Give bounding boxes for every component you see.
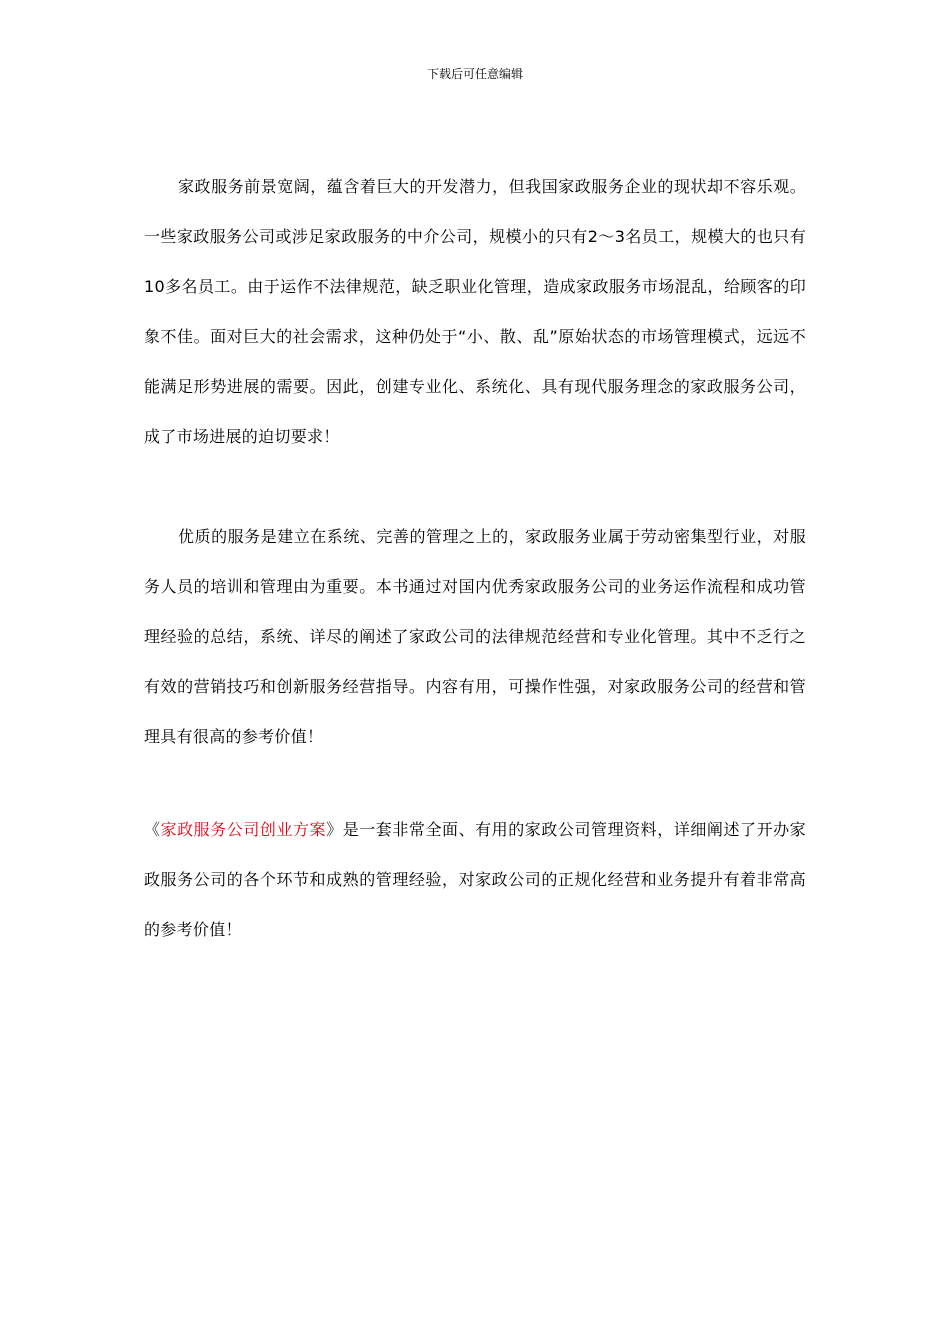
open-title-quote: 《 (144, 820, 161, 839)
document-body (144, 162, 806, 955)
paragraph-book-intro: 优质的服务是建立在系统、完善的管理之上的，家政服务业属于劳动密集型行业，对服务人员的培训和管理由为重要。本书通过对国内优秀家政服务公司的业务运作流程和成功管理经验的总结，系统、详尽的阐述了家政公司的法律规范经营和专业化管理。其中不乏行之有效的营销技巧和创新服务经营指导。内容有用，可操作性强，对家政服务公司的经营和管理具有很高的参考价值！ (144, 527, 806, 746)
paragraph-market-outlook: 家政服务前景宽阔，蕴含着巨大的开发潜力，但我国家政服务企业的现状却不容乐观。一些家政服务公司或涉足家政服务的中介公司，规模小的只有2～3名员工，规模大的也只有10多名员工。由于运作不法律规范，缺乏职业化管理，造成家政服务市场混乱，给顾客的印象不佳。面对巨大的社会需求，这种仍处于“小、散、乱”原始状态的市场管理模式，远远不能满足形势进展的需要。因此，创建专业化、系统化、具有现代服务理念的家政服务公司，成了市场进展的迫切要求！ (144, 177, 806, 446)
close-title-quote: 》 (326, 820, 343, 839)
product-title-link[interactable]: 家政服务公司创业方案 (160, 820, 327, 839)
paragraph-spacer (144, 762, 806, 805)
page-header-note: 下载后可任意编辑 (426, 67, 523, 81)
paragraph-product-summary (144, 805, 806, 955)
product-summary-text: 是一套非常全面、有用的家政公司管理资料，详细阐述了开办家政服务公司的各个环节和成熟的管理经验，对家政公司的正规化经营和业务提升有着非常高的参考价值！ (144, 820, 806, 939)
paragraph-spacer (144, 462, 806, 512)
